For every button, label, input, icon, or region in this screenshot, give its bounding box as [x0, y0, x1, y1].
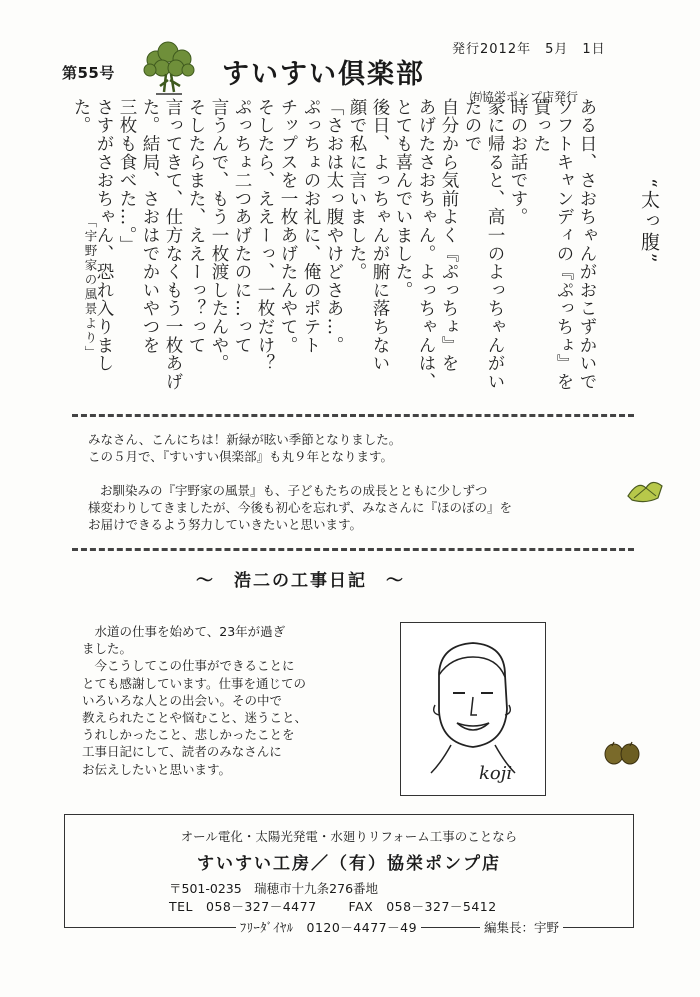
- essay-line: チップスを一枚あげたんやて。: [278, 98, 298, 355]
- publisher: ㈲協栄ポンプ店発行: [470, 90, 579, 104]
- diary-line: とても感謝しています。仕事を通じての: [82, 675, 307, 691]
- essay-line: 三枚も食べた…。」: [117, 98, 137, 254]
- essay-line: ソフトキャンディの『ぷっちょ』を買った: [531, 98, 574, 391]
- essay-line: た。結局、さおはでかいやつを: [140, 98, 160, 355]
- footer-box: [64, 814, 634, 928]
- diary-line: ました。: [82, 641, 133, 657]
- leaf-sprig-icon: [624, 470, 666, 510]
- issue-date: 発行2012年 5月 1日: [452, 42, 606, 57]
- greeting-line: この５月で、『すいすい倶楽部』も丸９年となります。: [88, 449, 394, 464]
- essay-line: ぷっちょ二つあげたのに…って: [232, 98, 252, 355]
- essay-line: 自分から気前よく『ぷっちょ』を: [439, 98, 459, 373]
- koji-portrait: [400, 622, 546, 796]
- essay-line: ぷっちょのお礼に、俺のポテト: [301, 98, 321, 355]
- greeting-paragraph-1: [88, 431, 401, 465]
- portrait-signature: koji: [479, 763, 513, 784]
- diary-section-title: ～ 浩二の工事日記 ～: [196, 571, 405, 591]
- dashed-divider: [72, 548, 634, 551]
- broccoli-tree-icon: [138, 40, 200, 98]
- issue-number: 第55号: [62, 64, 115, 82]
- footer-tagline: オール電化・太陽光発電・水廻りリフォーム工事のことなら: [180, 829, 518, 844]
- diary-line: 教えられたことや悩むこと、迷うこと、: [82, 710, 308, 726]
- essay-line: あげたさおちゃん。よっちゃんは、: [416, 98, 436, 391]
- fax-number: FAX 058－327－5412: [348, 899, 497, 914]
- company-name: すいすい工房／（有）協栄ポンプ店: [197, 854, 501, 874]
- essay-title: “太っ腹”: [638, 178, 660, 265]
- diary-line: お伝えしたいと思います。: [82, 761, 232, 777]
- greeting-paragraph-2: [88, 482, 512, 533]
- newsletter-title: すいすい倶楽部: [222, 59, 425, 90]
- greeting-line: みなさん、こんにちは！新緑が眩い季節となりました。: [88, 432, 402, 447]
- essay-line: 言ってきて、仕方なくもう一枚あげ: [163, 98, 183, 391]
- essay-line: 後日、よっちゃんが腑に落ちない: [370, 98, 390, 373]
- portrait-drawing: [401, 623, 545, 795]
- acorn-nuts-icon: [602, 740, 642, 766]
- essay-line: 「さおは太っ腹やけどさあ…。: [324, 98, 344, 355]
- greeting-line: お馴染みの『宇野家の風景』も、子どもたちの成長とともに少しずつ: [100, 483, 488, 498]
- essay-line: さすがさおちゃん、恐れ入りました。: [71, 98, 114, 373]
- editor-credit: 編集長：宇野: [480, 918, 563, 936]
- essay-line: そしたら、ええーっ、一枚だけ？: [255, 98, 275, 373]
- diary-line: 水道の仕事を始めて、23年が過ぎ: [82, 624, 286, 639]
- essay-line: 家に帰ると、高一のよっちゃんがいたので: [462, 98, 505, 391]
- greeting-line: お届けできるよう努力していきたいと思います。: [88, 517, 363, 532]
- essay-line: 顔で私に言いました。: [347, 98, 367, 281]
- diary-line: 今こうしてこの仕事ができることに: [82, 658, 295, 674]
- tel-number: TEL 058－327－4477: [169, 899, 317, 914]
- essay-line: 時のお話です。: [508, 98, 528, 227]
- essay-line: とても喜んでいました。: [393, 98, 413, 300]
- greeting-line: 様変わりしてきましたが、今後も初心を忘れず、みなさんに『ほのぼの』を: [88, 500, 513, 515]
- diary-line: うれしかったこと、悲しかったことを: [82, 727, 295, 743]
- essay-line: ある日、さおちゃんがおこずかいで: [577, 98, 597, 391]
- essay-line: そしたらまた、ええーっ？って: [186, 98, 206, 355]
- essay-line: 言うんで、もう一枚渡したんや。: [209, 98, 229, 373]
- diary-line: 工事日記にして、読者のみなさんに: [82, 744, 282, 760]
- freedial-number: ﾌﾘｰﾀﾞｲﾔﾙ 0120－4477－49: [236, 918, 421, 936]
- diary-body: [82, 623, 342, 778]
- essay-source-quote: 「宇野家の風景より」: [83, 215, 98, 360]
- contact-numbers: [169, 897, 497, 915]
- diary-line: いろいろな人との出会い。その中で: [82, 692, 283, 708]
- dashed-divider: [72, 414, 634, 417]
- company-address: 〒501-0235 瑞穂市十九条276番地: [169, 881, 379, 896]
